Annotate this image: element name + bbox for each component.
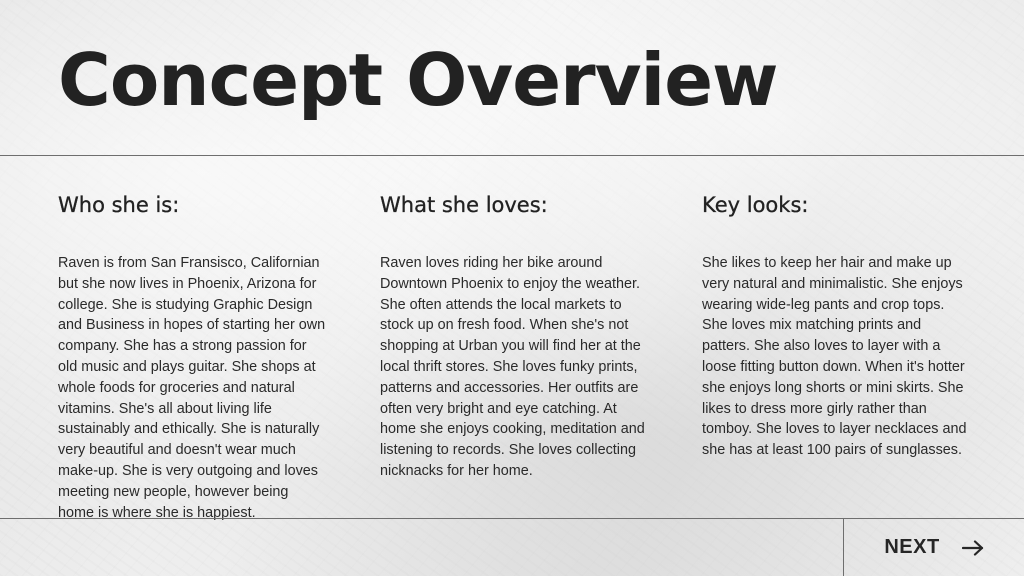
- column-what-she-loves: [380, 192, 648, 482]
- column-heading: Who she is:: [58, 193, 180, 217]
- column-heading: Key looks:: [702, 193, 809, 217]
- column-body-text: Raven is from San Fransisco, Californian but she now lives in Phoenix, Arizona for college. She is studying Graphic Design and Business in hopes of starting her own company. She has a strong passion for old music and plays guitar. She shops at whole foods for groceries and natural vitamins. She's all about living life sustainably and ethically. She is naturally very beautiful and doesn't wear much make-up. She is very outgoing and loves meeting new people, however being home is where she is happiest.: [58, 255, 326, 521]
- column-heading: What she loves:: [380, 193, 548, 217]
- column-who-she-is: [58, 192, 326, 523]
- column-body-text: Raven loves riding her bike around Downtown Phoenix to enjoy the weather. She often attends the local markets to stock up on fresh food. When she's not shopping at Urban you will find her at the local thrift stores. She loves funky prints, patterns and accessories. Her outfits are often very bright and eye catching. At home she enjoys cooking, meditation and listening to records. She loves collecting nicknacks for her home.: [380, 255, 645, 479]
- top-divider: [0, 155, 1024, 156]
- page-title: Concept Overview: [58, 38, 778, 122]
- column-key-looks: [702, 192, 970, 461]
- next-button[interactable]: [844, 519, 1024, 576]
- next-button-label: NEXT: [884, 536, 940, 558]
- column-body-text: She likes to keep her hair and make up very natural and minimalistic. She enjoys wearing wide-leg pants and crop tops. She loves mix matching prints and patters. She also loves to layer with a loose fitting button down. When it's hotter she enjoys long shorts or mini skirts. She likes to dress more girly rather than tomboy. She loves to layer necklaces and she has at least 100 pairs of sunglasses.: [702, 255, 967, 459]
- arrow-right-icon: [962, 540, 984, 556]
